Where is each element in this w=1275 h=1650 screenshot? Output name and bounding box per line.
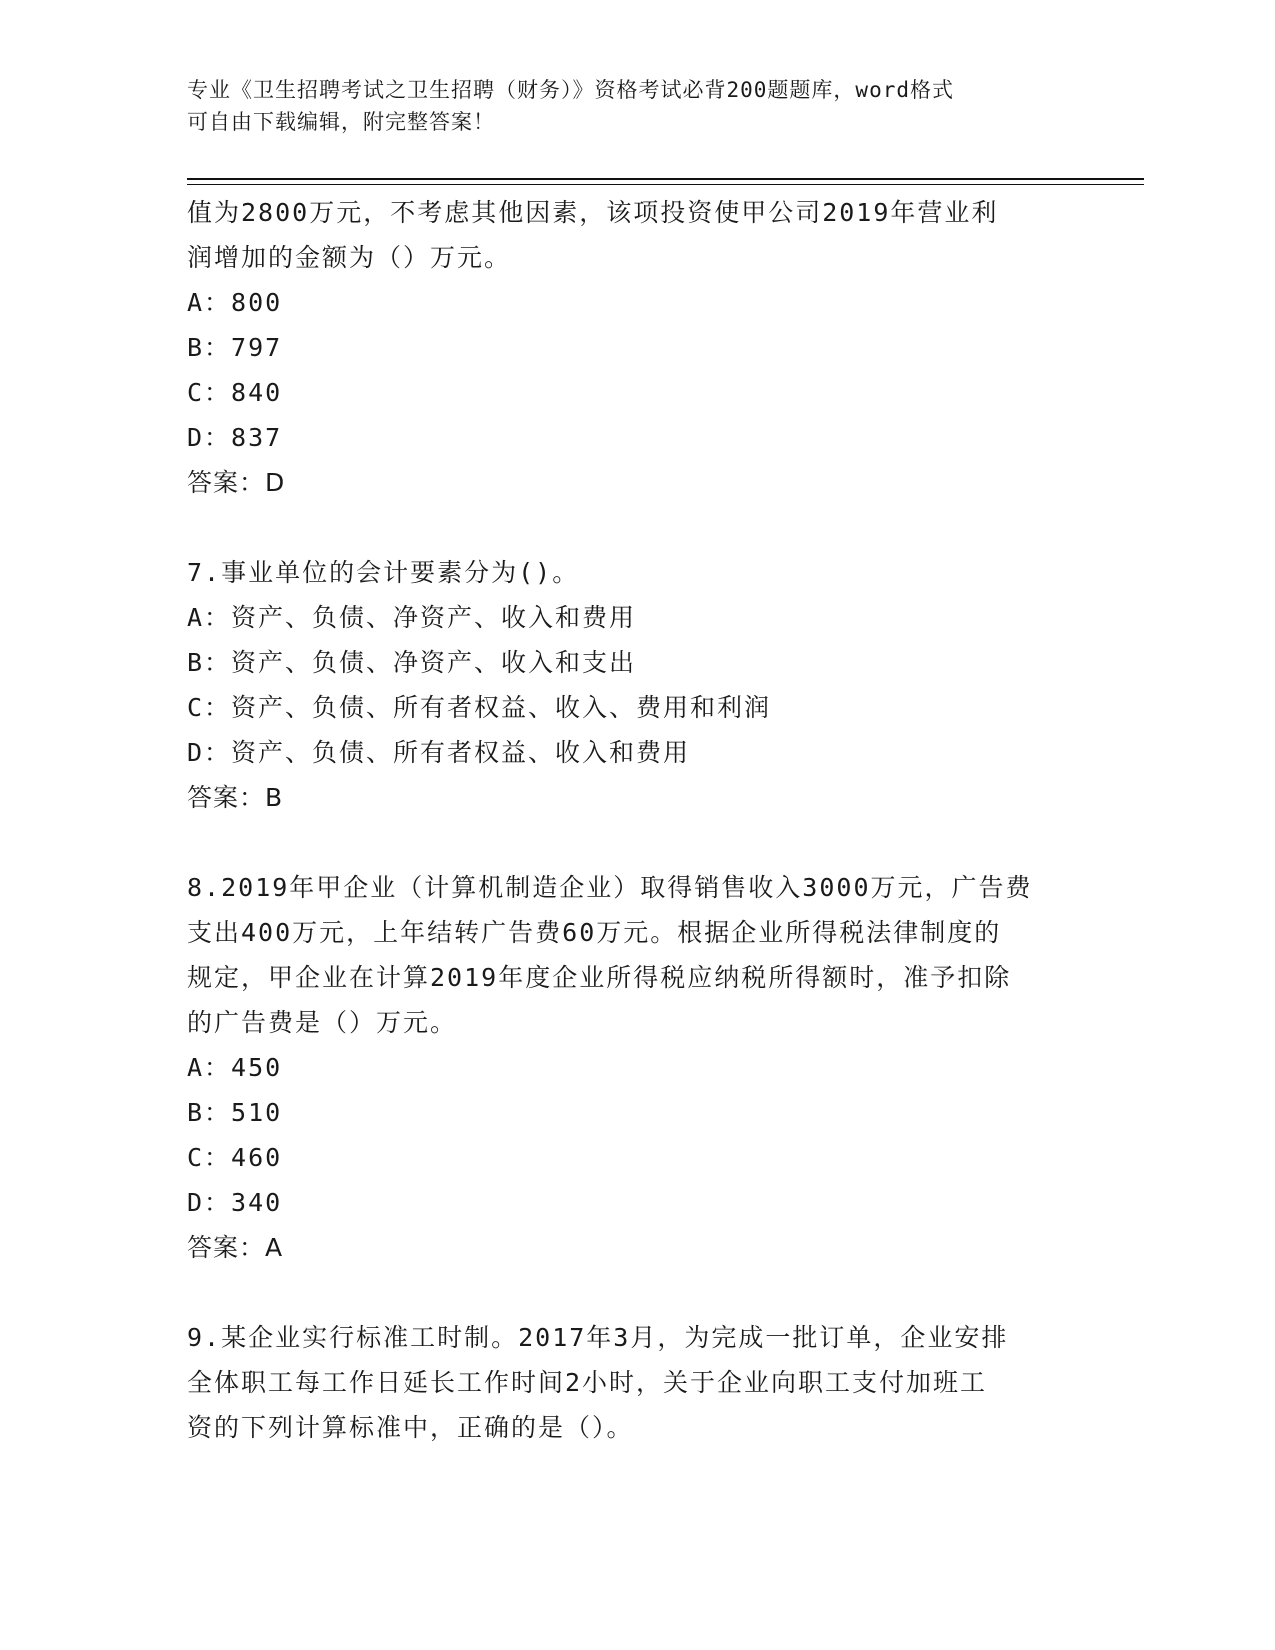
question-8-stem-line-2: 支出400万元，上年结转广告费60万元。根据企业所得税法律制度的 xyxy=(187,918,1002,947)
question-9-stem-line-2: 全体职工每工作日延长工作时间2小时，关于企业向职工支付加班工 xyxy=(187,1368,988,1397)
question-8-stem-line-1: 8.2019年甲企业（计算机制造企业）取得销售收入3000万元，广告费 xyxy=(187,873,1033,902)
question-8-stem-line-4: 的广告费是（）万元。 xyxy=(187,1008,458,1037)
question-6 xyxy=(187,190,1087,505)
question-7 xyxy=(187,550,1087,820)
question-7-option-c: C：资产、负债、所有者权益、收入、费用和利润 xyxy=(187,693,772,722)
question-9-stem-line-3: 资的下列计算标准中，正确的是（）。 xyxy=(187,1413,634,1442)
question-6-option-c: C：840 xyxy=(187,378,283,407)
question-8-option-b: B：510 xyxy=(187,1098,283,1127)
question-7-option-b: B：资产、负债、净资产、收入和支出 xyxy=(187,648,637,677)
question-6-answer: 答案：D xyxy=(187,468,286,497)
question-8-stem-line-3: 规定，甲企业在计算2019年度企业所得税应纳税所得额时，准予扣除 xyxy=(187,963,1012,992)
header-title-line-1: 专业《卫生招聘考试之卫生招聘（财务）》资格考试必背200题题库，word格式 xyxy=(187,78,954,102)
question-8-option-c: C：460 xyxy=(187,1143,283,1172)
header-rule-thin xyxy=(187,184,1144,185)
spacer xyxy=(187,820,1087,865)
question-9 xyxy=(187,1315,1087,1450)
header-title-line-2: 可自由下载编辑，附完整答案！ xyxy=(187,110,495,134)
question-7-answer: 答案：B xyxy=(187,783,284,812)
spacer xyxy=(187,1270,1087,1315)
document-body xyxy=(187,190,1087,1450)
question-6-option-a: A：800 xyxy=(187,288,283,317)
question-9-stem-line-1: 9.某企业实行标准工时制。2017年3月，为完成一批订单，企业安排 xyxy=(187,1323,1009,1352)
question-7-option-d: D：资产、负债、所有者权益、收入和费用 xyxy=(187,738,691,767)
question-8 xyxy=(187,865,1087,1270)
question-6-option-d: D：837 xyxy=(187,423,283,452)
question-8-answer: 答案：A xyxy=(187,1233,284,1262)
spacer xyxy=(187,505,1087,550)
question-7-option-a: A：资产、负债、净资产、收入和费用 xyxy=(187,603,637,632)
document-header xyxy=(187,74,1067,138)
question-6-stem-line-2: 润增加的金额为（）万元。 xyxy=(187,243,512,272)
question-8-option-d: D：340 xyxy=(187,1188,283,1217)
question-8-option-a: A：450 xyxy=(187,1053,283,1082)
question-7-stem-line-1: 7.事业单位的会计要素分为()。 xyxy=(187,558,580,587)
question-6-option-b: B：797 xyxy=(187,333,283,362)
question-6-stem-line-1: 值为2800万元，不考虑其他因素，该项投资使甲公司2019年营业利 xyxy=(187,198,999,227)
header-rule-thick xyxy=(187,178,1144,180)
